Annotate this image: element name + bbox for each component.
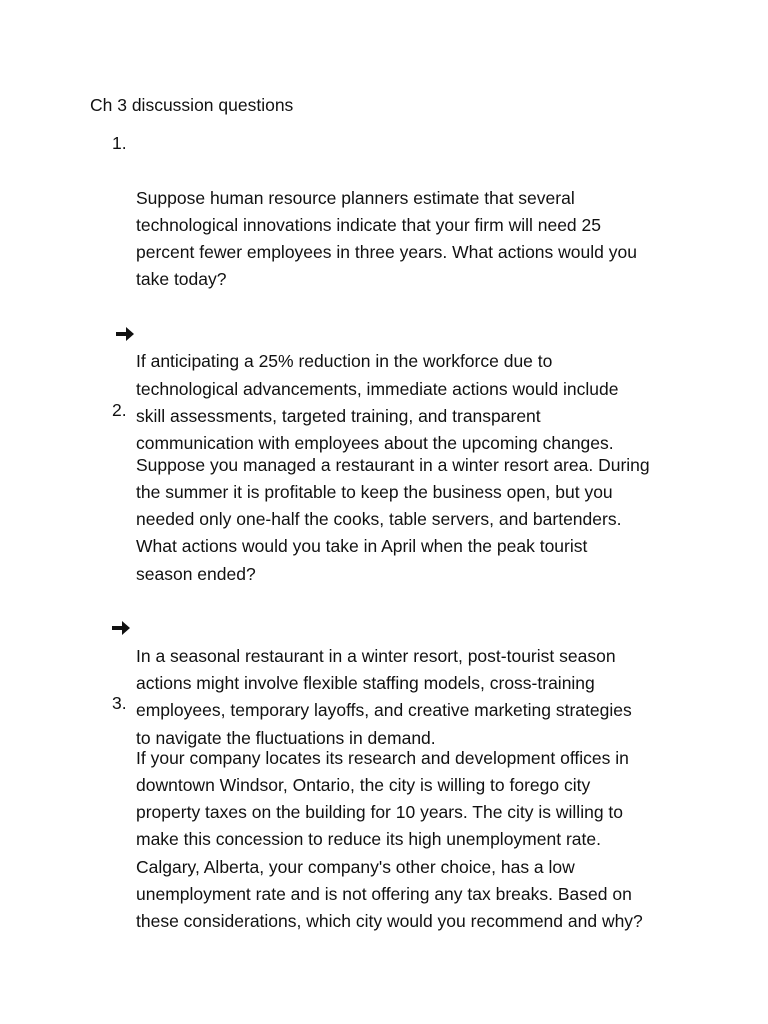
document-title: Ch 3 discussion questions xyxy=(90,95,294,115)
question-text-1: Suppose human resource planners estimate that several technological innovations indicate that your firm will need 25 percent fewer employees in three years. What actions would you take today? xyxy=(136,187,637,290)
arrow-bullet-icon xyxy=(112,588,134,615)
arrow-bullet-icon xyxy=(116,294,138,321)
question-text-3: If your company locates its research and development offices in downtown Windsor, Ontario, the city is willing to forego city property taxes on the building for 10 years. The city is willing to make this concession to reduce its high unemployment rate. Calgary, Alberta, your company's other choice, has a low unemployment rate and is not offering any tax breaks. Based on these considerations, which city would you recommend and why? xyxy=(136,747,643,932)
answer-text-1: If anticipating a 25% reduction in the workforce due to technological advancements, immediate actions would include skill assessments, targeted training, and transparent communication with employees about the upcoming changes. xyxy=(136,351,619,454)
question-2 xyxy=(90,397,690,588)
answer-text-2: In a seasonal restaurant in a winter resort, post-tourist season actions might involve flexible staffing models, cross-training employees, temporary layoffs, and creative marketing strategies to navigate the fluctuations in demand. xyxy=(136,645,632,748)
question-text-2: Suppose you managed a restaurant in a winter resort area. During the summer it is profitable to keep the business open, but you needed only one-half the cooks, table servers, and bartenders. What actions would you take in April when the peak tourist season ended? xyxy=(136,454,650,584)
question-1 xyxy=(90,130,690,294)
question-number-3: 3. xyxy=(112,693,127,713)
question-block-3 xyxy=(90,690,690,936)
question-number-1: 1. xyxy=(112,133,127,153)
question-number-2: 2. xyxy=(112,400,127,420)
question-3 xyxy=(90,690,690,936)
